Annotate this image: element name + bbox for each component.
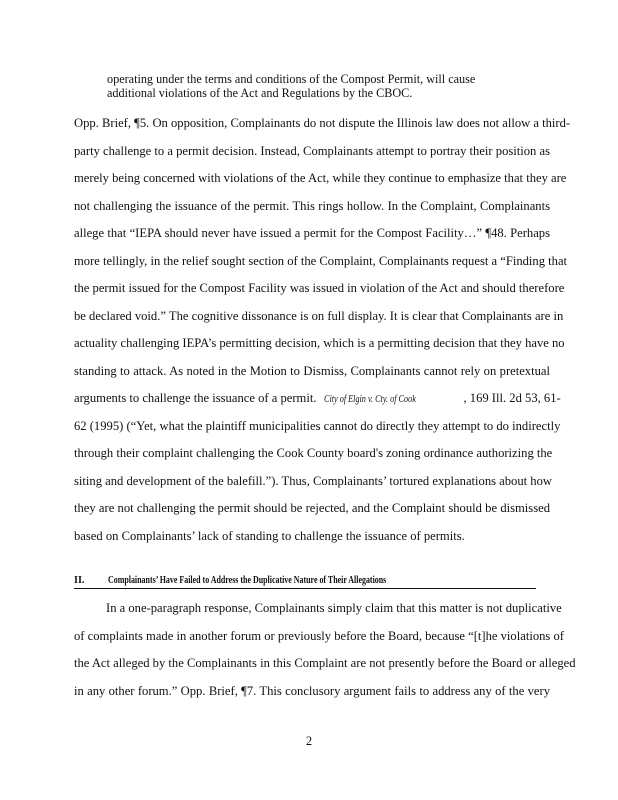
block-quote-line: additional violations of the Act and Regulations by the CBOC.: [107, 86, 413, 100]
body-text-line: merely being concerned with violations of the Act, while they continue to emphasize that they are: [74, 171, 567, 185]
body-text-line: actuality challenging IEPA’s permitting decision, which is a permitting decision that they have no: [74, 336, 565, 350]
block-quote-line: operating under the terms and conditions of the Compost Permit, will cause: [107, 72, 476, 86]
body-text-line: more tellingly, in the relief sought section of the Complaint, Complainants request a “Finding that: [74, 254, 568, 268]
case-name: City of Elgin v. Cty. of Cook: [324, 394, 417, 405]
block-quote: [107, 72, 537, 100]
body-text-line: be declared void.” The cognitive dissonance is on full display. It is clear that Complainants are in: [74, 309, 564, 323]
body-text-line: of complaints made in another forum or previously before the Board, because “[t]he violations of: [74, 629, 564, 643]
body-text-line: in any other forum.” Opp. Brief, ¶7. This conclusory argument fails to address any of the very: [74, 684, 550, 698]
body-text-line: 62 (1995) (“Yet, what the plaintiff municipalities cannot do directly they attempt to do indirectly: [74, 419, 561, 433]
body-text-line: the Act alleged by the Complainants in this Complaint are not presently before the Board or alleged: [74, 656, 576, 670]
body-text-line: allege that “IEPA should never have issued a permit for the Compost Facility…” ¶48. Perhaps: [74, 226, 550, 240]
body-text-line: siting and development of the balefill.”). Thus, Complainants’ tortured explanations about how: [74, 474, 552, 488]
body-text-line: not challenging the issuance of the permit. This rings hollow. In the Complaint, Complainants: [74, 199, 550, 213]
body-text-line: Opp. Brief, ¶5. On opposition, Complainants do not dispute the Illinois law does not allow a third-: [74, 116, 571, 130]
body-text-line: standing to attack. As noted in the Motion to Dismiss, Complainants cannot rely on pretextual: [74, 364, 550, 378]
body-text-line: based on Complainants’ lack of standing to challenge the issuance of permits.: [74, 529, 465, 543]
body-text-line: In a one-paragraph response, Complainants simply claim that this matter is not duplicative: [106, 601, 562, 615]
section-title: Complainants’ Have Failed to Address the Duplicative Nature of Their Allegations: [108, 575, 387, 586]
body-text-line: the permit issued for the Compost Facility was issued in violation of the Act and should therefore: [74, 281, 565, 295]
body-text-line: party challenge to a permit decision. Instead, Complainants attempt to portray their position as: [74, 144, 550, 158]
page-number: 2: [305, 734, 313, 748]
citation-lead-text: arguments to challenge the issuance of a permit.: [74, 391, 317, 405]
citation-reporter: , 169 Ill. 2d 53, 61-: [463, 391, 561, 405]
body-text-line: through their complaint challenging the Cook County board's zoning ordinance authorizing the: [74, 446, 553, 460]
section-number: II.: [74, 575, 85, 586]
section-heading: [74, 575, 536, 589]
body-text-line: they are not challenging the permit should be rejected, and the Complaint should be dismissed: [74, 501, 550, 515]
citation-line: [74, 391, 561, 406]
